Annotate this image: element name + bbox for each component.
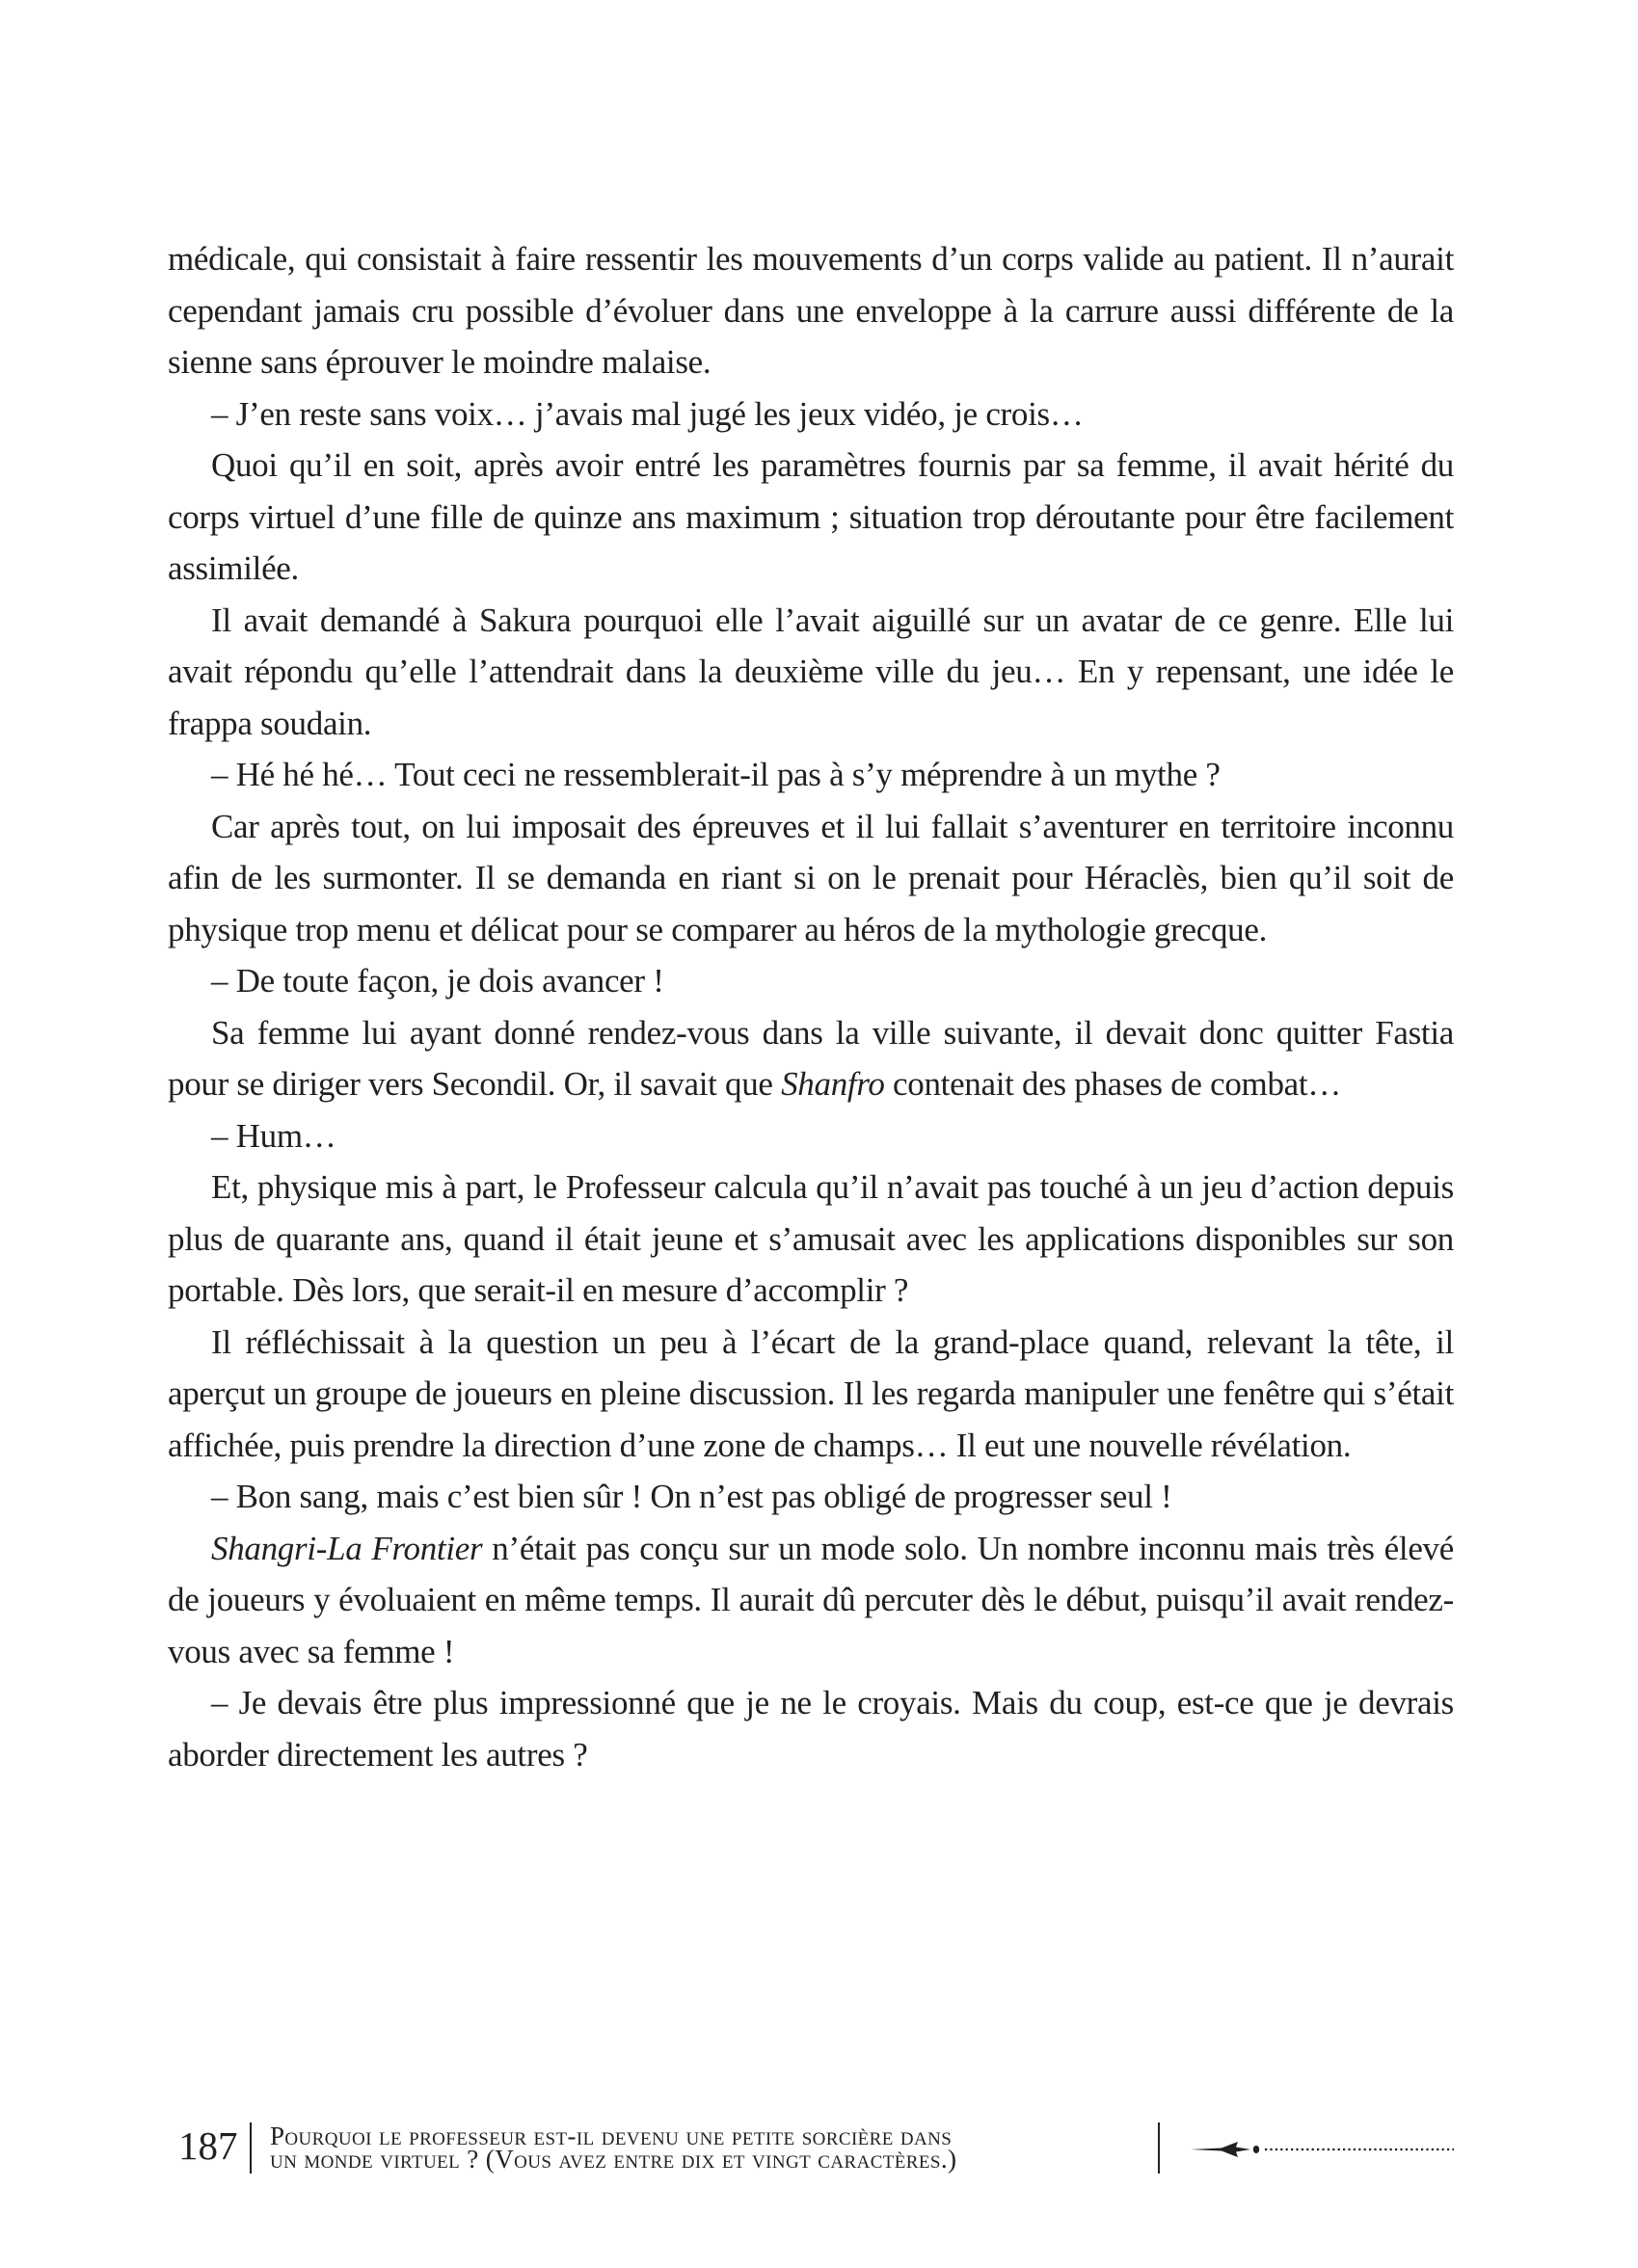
footer-divider-right [1158, 2122, 1160, 2174]
text-run: contenait des phases de combat… [884, 1065, 1342, 1103]
dialogue-line: – Bon sang, mais c’est bien sûr ! On n’est pas obligé de progresser seul ! [211, 1478, 1172, 1515]
body-text [168, 233, 1454, 1780]
dialogue-line: – De toute façon, je dois avancer ! [211, 962, 664, 1000]
footer-divider-left [250, 2122, 252, 2174]
page-number: 187 [178, 2123, 238, 2168]
italic-title-shanfro: Shanfro [781, 1065, 885, 1103]
paragraph: Car après tout, on lui imposait des épreuves et il lui fallait s’aventurer en territoire inconnu afin de les surmonter. Il se demanda en riant si on le prenait pour Héraclès, bien qu’il soit de physique trop menu et délicat pour se comparer au héros de la mythologie grecque. [168, 807, 1454, 948]
paragraph [168, 1523, 1454, 1678]
running-title-line-2: un monde virtuel ? (Vous avez entre dix et vingt caractères.) [270, 2145, 957, 2174]
paragraph: médicale, qui consistait à faire ressentir les mouvements d’un corps valide au patient. Il n’aurait cependant jamais cru possible d’évoluer dans une enveloppe à la carrure aussi différente de la sienne sans éprouver le moindre malaise. [168, 240, 1454, 381]
running-title [270, 2121, 1147, 2174]
paragraph: Et, physique mis à part, le Professeur calcula qu’il n’avait pas touché à un jeu d’action depuis plus de quarante ans, quand il était jeune et s’amusait avec les applications disponibles sur son portable. Dès lors, que serait-il en mesure d’accomplir ? [168, 1168, 1454, 1309]
dialogue-line: – J’en reste sans voix… j’avais mal jugé les jeux vidéo, je crois… [211, 394, 1084, 433]
running-title-line-1: Pourquoi le professeur est-il devenu une petite sorcière dans [270, 2121, 953, 2150]
paragraph: Il avait demandé à Sakura pourquoi elle l’avait aiguillé sur un avatar de ce genre. Elle lui avait répondu qu’elle l’attendrait dans la deuxième ville du jeu… En y repensant, une idée le frappa soudain. [168, 600, 1454, 742]
dialogue-line: – Hé hé hé… Tout ceci ne ressemblerait-il pas à s’y méprendre à un mythe ? [211, 756, 1221, 793]
text-run: n’était pas conçu sur un mode solo. Un nombre inconnu mais très élevé de joueurs y évoluaient en même temps. Il aurait dû percuter dès le début, puisqu’il avait rendez-vous avec sa femme ! [168, 1529, 1454, 1670]
text-run: Sa femme lui ayant donné rendez-vous dans la ville suivante, il devait donc quitter Fastia pour se diriger vers Secondil. Or, il savait que [168, 1013, 1454, 1103]
dialogue-line: – Hum… [211, 1116, 336, 1155]
dialogue-line: – Je devais être plus impressionné que je ne le croyais. Mais du coup, est-ce que je devrais aborder directement les autres ? [168, 1684, 1454, 1774]
paragraph: Il réfléchissait à la question un peu à l’écart de la grand-place quand, relevant la tête, il aperçut un groupe de joueurs en pleine discussion. Il les regarda manipuler une fenêtre qui s’était affichée, puis prendre la direction d’une zone de champs… Il eut une nouvelle révélation. [168, 1322, 1454, 1464]
paragraph [168, 1007, 1454, 1110]
paragraph: Quoi qu’il en soit, après avoir entré les paramètres fournis par sa femme, il avait hérité du corps virtuel d’une fille de quinze ans maximum ; situation trop déroutante pour être facilement assimilée. [168, 446, 1454, 587]
italic-title-shangri-la-frontier: Shangri-La Frontier [211, 1529, 483, 1567]
arrow-left-dotted-leader-icon [1188, 2138, 1458, 2161]
